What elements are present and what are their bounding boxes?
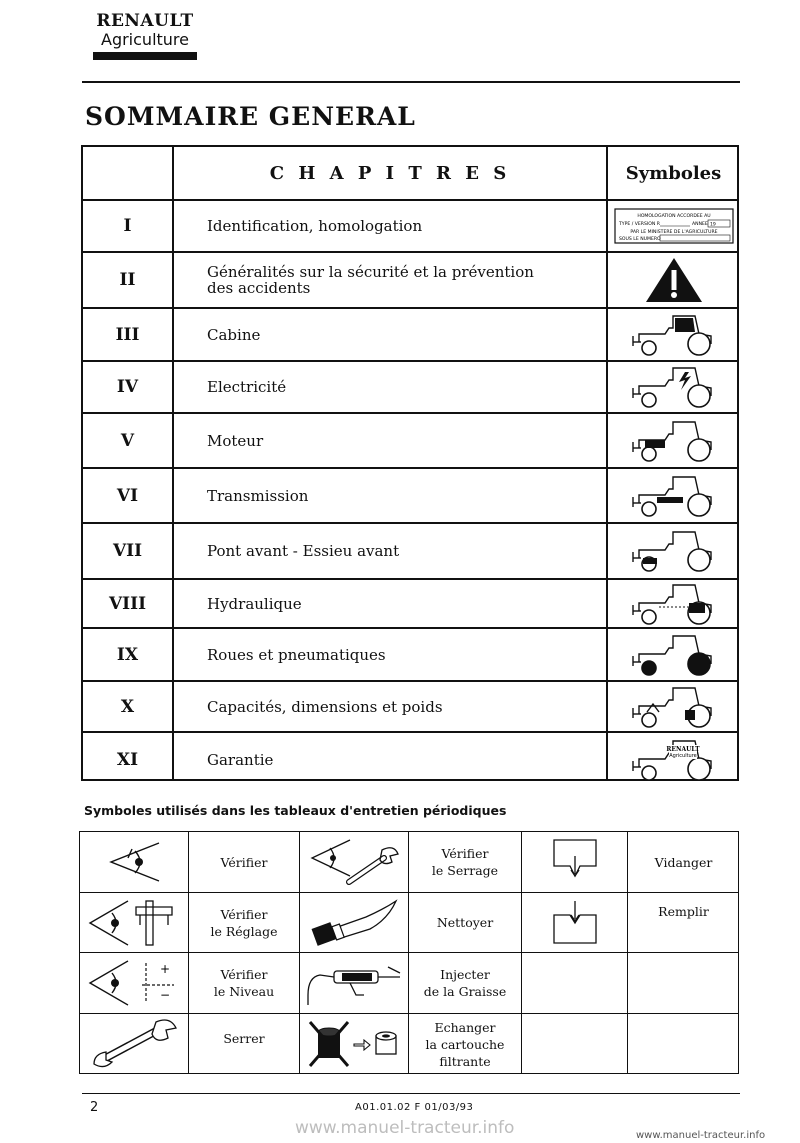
plate-line-2c: 19 (709, 222, 716, 227)
warranty-logo-sub: Agriculture (668, 752, 697, 759)
legend-label: Injecter de la Graisse (423, 967, 507, 999)
chapter-label: Cabine (207, 325, 261, 344)
chapter-row (83, 468, 737, 523)
legend-label: Vérifier le Niveau (213, 967, 275, 999)
legend-label: Echanger la cartouche filtrante (425, 1019, 505, 1069)
brush-icon (300, 893, 408, 952)
legend-label: Remplir (658, 904, 709, 919)
chapter-label: Transmission (207, 486, 309, 505)
row-divider (83, 627, 737, 629)
tractor-transmission-icon (608, 468, 739, 523)
wrench-icon (80, 1014, 188, 1074)
page-title: SOMMAIRE GENERAL (85, 102, 416, 131)
chapter-number: V (120, 430, 135, 451)
chapter-row (83, 628, 737, 681)
row-divider (83, 360, 737, 362)
chapter-row (83, 361, 737, 413)
chapter-label: Généralités sur la sécurité et la prévention des accidents (207, 263, 534, 297)
fill-icon (522, 893, 627, 952)
chapter-number: X (120, 696, 135, 717)
legend-table (79, 831, 739, 1074)
plate-line-3: PAR LE MINISTERE DE L'AGRICULTURE (629, 229, 718, 235)
legend-label: Serrer (223, 1031, 265, 1046)
header-rule (82, 81, 740, 83)
warranty-logo-name: RENAULT (665, 745, 700, 753)
tractor-engine-icon (608, 413, 739, 468)
chapters-header: C H A P I T R E S (269, 162, 511, 184)
row-divider (83, 680, 737, 682)
row-divider (83, 731, 737, 733)
chapter-label: Garantie (207, 750, 274, 769)
svg-text:+: + (160, 962, 171, 976)
chapter-label: Identification, homologation (207, 216, 423, 235)
chapter-number: IX (116, 644, 139, 665)
row-divider (83, 522, 737, 524)
plate-line-4: SOUS LE NUMERO (618, 236, 661, 242)
legend-label: Vidanger (654, 855, 713, 870)
legend-label: Nettoyer (436, 915, 494, 930)
chapter-label: Hydraulique (207, 594, 302, 613)
eye-level-icon (80, 953, 188, 1013)
chapter-number: III (115, 324, 140, 345)
summary-table (81, 145, 739, 781)
chapter-row (83, 732, 737, 787)
chapter-number: VIII (108, 593, 147, 614)
chapter-label: Roues et pneumatiques (207, 645, 386, 664)
watermark-center: www.manuel-tracteur.info (295, 1118, 515, 1138)
footer-rule (82, 1093, 740, 1094)
plate-line-2b: ANNEE (691, 221, 708, 227)
chapter-row (83, 252, 737, 308)
tractor-hydraulic-icon (608, 579, 739, 628)
plate-line-2a: TYPE / VERSION R (618, 221, 660, 227)
chapter-label: Electricité (207, 378, 287, 396)
warning-triangle-icon (608, 252, 739, 308)
row-divider (83, 467, 737, 469)
grease-gun-icon (300, 953, 408, 1013)
filter-exchange-icon (300, 1014, 408, 1074)
chapter-number: II (119, 270, 136, 290)
chapter-number: VI (116, 485, 139, 506)
chapter-label: Capacités, dimensions et poids (207, 697, 443, 716)
brand-logo (90, 12, 200, 60)
row-divider (83, 578, 737, 580)
brand-bar (93, 52, 197, 60)
tractor-cabin-icon (608, 308, 739, 361)
chapter-row (83, 579, 737, 628)
legend-label: Vérifier le Serrage (431, 846, 499, 878)
page-number: 2 (90, 1100, 99, 1115)
chapter-row (83, 681, 737, 732)
chapter-label: Pont avant - Essieu avant (207, 542, 400, 560)
tractor-warranty-icon (608, 732, 739, 787)
legend-label: Vérifier le Réglage (210, 906, 278, 939)
drain-icon (522, 832, 627, 892)
chapter-number: VII (112, 541, 143, 561)
tractor-electric-icon (608, 361, 739, 413)
chapter-row (83, 413, 737, 468)
chapter-row (83, 523, 737, 579)
row-divider (83, 251, 737, 253)
chapter-number: IV (116, 377, 139, 397)
document-code: A01.01.02 F 01/03/93 (355, 1102, 474, 1113)
brand-subtitle: Agriculture (101, 30, 189, 49)
tractor-capacity-icon (608, 681, 739, 732)
legend-title: Symboles utilisés dans les tableaux d'entretien périodiques (84, 803, 507, 818)
tractor-front-axle-icon (608, 523, 739, 579)
chapter-row (83, 308, 737, 361)
chapter-number: I (123, 215, 132, 236)
row-divider (83, 412, 737, 414)
tractor-wheels-icon (608, 628, 739, 681)
homologation-plate-icon (608, 199, 739, 252)
legend-label: Vérifier (220, 854, 268, 870)
chapter-number: XI (116, 749, 139, 770)
brand-name: RENAULT (96, 11, 194, 31)
watermark-right: www.manuel-tracteur.info (636, 1130, 766, 1141)
chapter-row (83, 199, 737, 252)
eye-icon (80, 832, 188, 892)
row-divider (83, 307, 737, 309)
svg-text:−: − (160, 988, 171, 1002)
eye-caliper-icon (80, 893, 188, 952)
symbols-header: Symboles (625, 162, 722, 184)
chapter-label: Moteur (207, 431, 264, 450)
plate-line-1: HOMOLOGATION ACCORDEE AU (636, 213, 711, 219)
eye-wrench-icon (300, 832, 408, 892)
